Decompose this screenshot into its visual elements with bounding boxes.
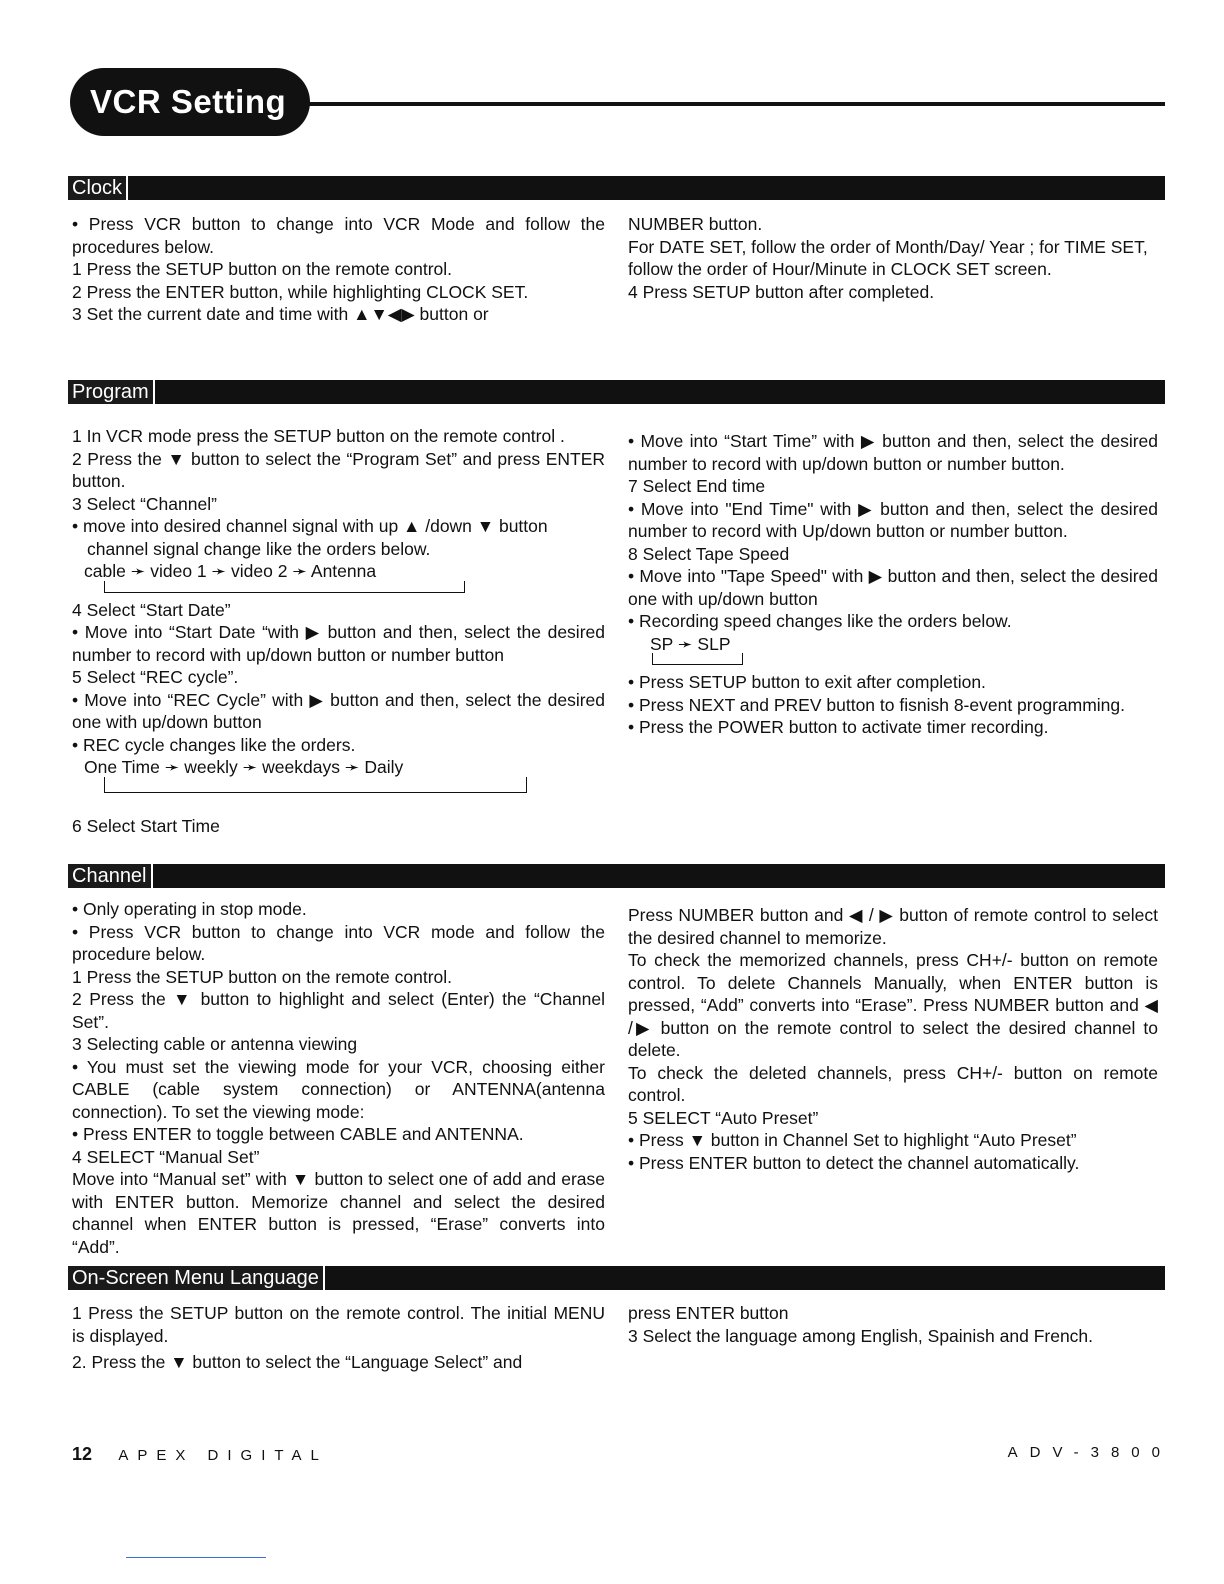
paragraph: Press NUMBER button and ◀ / ▶ button of remote control to select the desired channel to memorize. xyxy=(628,905,1158,948)
paragraph: 1 In VCR mode press the SETUP button on the remote control . xyxy=(72,426,565,446)
language-right-column xyxy=(628,1302,1158,1347)
title-rule xyxy=(300,102,1165,106)
paragraph: press ENTER button xyxy=(628,1303,789,1323)
section-label-program: Program xyxy=(68,380,155,404)
paragraph: 1 Press the SETUP button on the remote control. The initial MENU is displayed. xyxy=(72,1303,605,1346)
channel-right-column xyxy=(628,904,1158,1174)
clock-right-column xyxy=(628,213,1158,303)
paragraph: For DATE SET, follow the order of Month/Day/ Year ; for TIME SET, follow the order of Hour/Minute in CLOCK SET screen. xyxy=(628,236,1148,279)
paragraph: To check the memorized channels, press CH+/- button on remote control. To delete Channels Manually, when ENTER button is pressed, “Add” converts into “Erase”. Press NUMBER button and ◀ /▶ button on the remote control to select the desired channel to delete. xyxy=(628,950,1158,1060)
tape-speed-loop-arrow xyxy=(652,655,1158,667)
channel-left-column xyxy=(72,898,605,1258)
channel-flow: cable ➛ video 1 ➛ video 2 ➛ Antenna xyxy=(84,561,377,581)
paragraph: 2 Press the ▼ button to select the “Program Set” and press ENTER button. xyxy=(72,448,605,491)
section-header-channel xyxy=(68,864,1165,888)
paragraph: • Move into “REC Cycle” with ▶ button and then, select the desired one with up/down button xyxy=(72,689,605,732)
paragraph: 2. Press the ▼ button to select the “Language Select” and xyxy=(72,1352,523,1372)
paragraph: 4 Select “Start Date” xyxy=(72,599,231,620)
paragraph: 3 Set the current date and time with ▲▼◀▶ button or xyxy=(72,304,489,324)
tape-speed-flow: SP ➛ SLP xyxy=(650,633,731,654)
paragraph: 4 SELECT “Manual Set” xyxy=(72,1146,260,1167)
page-title xyxy=(70,68,310,136)
page-bottom-rule xyxy=(126,1557,266,1558)
footer-left xyxy=(72,1444,328,1465)
section-header-clock xyxy=(68,176,1165,200)
section-header-program xyxy=(68,380,1165,404)
paragraph: • You must set the viewing mode for your VCR, choosing either CABLE (cable system connection) or ANTENNA(antenna connection). To set the viewing mode: xyxy=(72,1056,605,1122)
paragraph: 2 Press the ▼ button to highlight and select (Enter) the “Channel Set”. xyxy=(72,989,605,1032)
channel-loop-arrow xyxy=(104,583,605,595)
paragraph: • Press VCR button to change into VCR mode and follow the procedure below. xyxy=(72,921,605,964)
paragraph: • Move into "End Time" with ▶ button and then, select the desired number to record with Up/down button or number button. xyxy=(628,498,1158,541)
program-left-column xyxy=(72,425,605,837)
page-title-text: VCR Setting xyxy=(90,83,287,120)
paragraph: NUMBER button. xyxy=(628,214,763,234)
paragraph: 5 Select “REC cycle”. xyxy=(72,667,239,687)
program-right-column xyxy=(628,430,1158,739)
section-header-language xyxy=(68,1266,1165,1290)
paragraph: Move into “Manual set” with ▼ button to select one of add and erase with ENTER button. Memorize channel and select the desired channel when ENTER button is pressed, “Erase” converts into “Add”. xyxy=(72,1169,605,1257)
paragraph: 8 Select Tape Speed xyxy=(628,543,790,564)
rec-cycle-loop-arrow xyxy=(104,779,605,795)
paragraph: • Press NEXT and PREV button to fisnish 8-event programming. xyxy=(628,694,1126,715)
paragraph: • Move into "Tape Speed" with ▶ button and then, select the desired one with up/down button xyxy=(628,566,1158,609)
paragraph: • Move into “Start Time” with ▶ button and then, select the desired number to record with up/down button or number button. xyxy=(628,431,1158,474)
paragraph: • Recording speed changes like the orders below. xyxy=(628,611,1012,631)
paragraph: • Press ▼ button in Channel Set to highlight “Auto Preset” xyxy=(628,1130,1077,1150)
paragraph: • Press VCR button to change into VCR Mode and follow the procedures below. xyxy=(72,214,605,257)
paragraph: 1 Press the SETUP button on the remote control. xyxy=(72,259,453,279)
paragraph: 6 Select Start Time xyxy=(72,815,220,836)
paragraph: 3 Select “Channel” xyxy=(72,493,217,514)
footer-model: ADV-3800 xyxy=(1007,1444,1172,1461)
page-number: 12 xyxy=(72,1444,93,1464)
paragraph: 1 Press the SETUP button on the remote control. xyxy=(72,966,453,987)
section-label-clock: Clock xyxy=(68,176,128,200)
paragraph: • Move into “Start Date “with ▶ button and then, select the desired number to record with up/down button or number button xyxy=(72,622,605,665)
section-label-channel: Channel xyxy=(68,864,153,888)
clock-left-column xyxy=(72,213,605,326)
paragraph: • REC cycle changes like the orders. xyxy=(72,734,356,755)
paragraph: • Only operating in stop mode. xyxy=(72,899,307,919)
section-label-language: On-Screen Menu Language xyxy=(68,1266,325,1290)
paragraph: 4 Press SETUP button after completed. xyxy=(628,281,935,302)
rec-cycle-flow: One Time ➛ weekly ➛ weekdays ➛ Daily xyxy=(84,757,404,777)
paragraph: • Press SETUP button to exit after completion. xyxy=(628,672,986,692)
paragraph: • Press ENTER button to detect the channel automatically. xyxy=(628,1152,1080,1173)
paragraph: 5 SELECT “Auto Preset” xyxy=(628,1107,819,1128)
paragraph: 3 Selecting cable or antenna viewing xyxy=(72,1034,358,1054)
paragraph: • Press the POWER button to activate timer recording. xyxy=(628,717,1049,737)
footer-brand: APEX DIGITAL xyxy=(118,1447,328,1464)
paragraph: • Press ENTER to toggle between CABLE and ANTENNA. xyxy=(72,1124,524,1144)
language-left-column xyxy=(72,1302,605,1374)
paragraph: 7 Select End time xyxy=(628,476,766,496)
paragraph: • move into desired channel signal with up ▲ /down ▼ button xyxy=(72,516,548,536)
paragraph: To check the deleted channels, press CH+/- button on remote control. xyxy=(628,1062,1158,1105)
paragraph: 2 Press the ENTER button, while highlighting CLOCK SET. xyxy=(72,281,529,302)
paragraph: channel signal change like the orders below. xyxy=(87,538,431,559)
paragraph: 3 Select the language among English, Spainish and French. xyxy=(628,1325,1094,1346)
